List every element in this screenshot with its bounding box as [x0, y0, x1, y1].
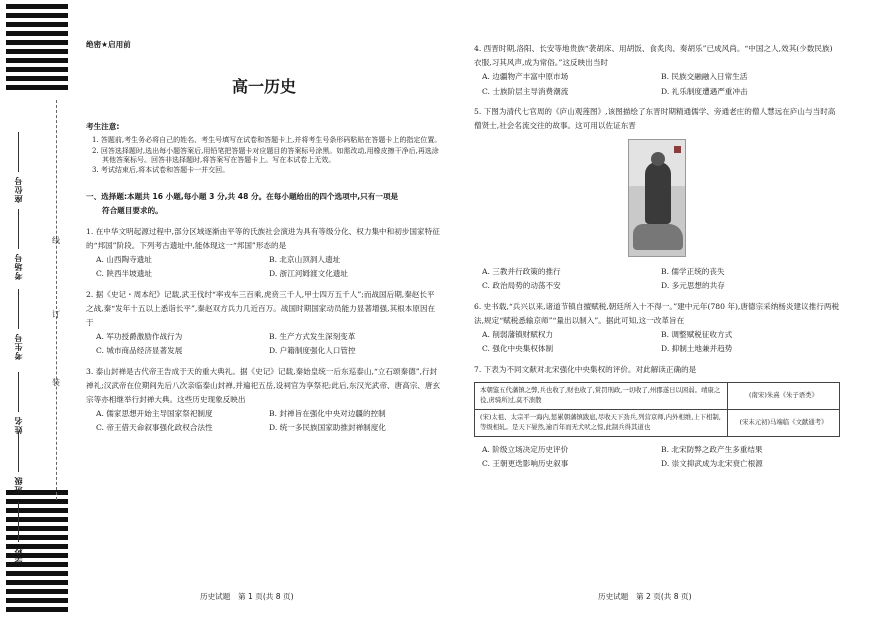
question-stem: 2. 据《史记・周本纪》记载,武王伐纣“率戎车三百乘,虎贲三千人,甲士四万五千人”;而战国后期,秦赵长平之战,秦“发年十五以上悉诣长平”,秦赵双方兵力几近百万。战国时期国家动员能力显著增强,其根本原因在于 — [86, 289, 436, 327]
question-3 — [86, 365, 442, 436]
option-b[interactable]: B. 儒学正统的丧失 — [661, 267, 725, 277]
question-4 — [474, 42, 840, 99]
question-7 — [474, 363, 840, 472]
option-a[interactable]: A. 三教并行政策的推行 — [482, 267, 561, 277]
notes-heading: 考生注意: — [86, 121, 120, 131]
option-c[interactable]: C. 王朝更迭影响历史叙事 — [482, 458, 569, 468]
option-b[interactable]: B. 北京山顶洞人遗址 — [269, 254, 341, 264]
evaluation-table — [474, 382, 840, 437]
secret-label: 绝密★启用前 — [86, 40, 131, 49]
option-c[interactable]: C. 强化中央集权体制 — [482, 344, 554, 354]
option-d[interactable]: D. 崇文抑武成为北宋衰亡根源 — [661, 458, 763, 468]
barcode-top — [6, 4, 68, 94]
option-a[interactable]: A. 削弱藩镇财赋权力 — [482, 329, 554, 339]
table-cell-source: (宋末元初)马端临《文献通考》 — [728, 409, 840, 436]
option-b[interactable]: B. 调整赋税征收方式 — [661, 329, 733, 339]
option-c[interactable]: C. 城市商品经济显著发展 — [96, 346, 183, 356]
question-stem: 5. 下图为清代七官周的《庐山观莲图》,该图描绘了东晋时期精通儒学、旁通老庄的僧人慧远在庐山与当时高僧贤士,社会名流交往的故事。这可用以佐证东晋 — [474, 106, 836, 130]
option-a[interactable]: A. 山西陶寺遗址 — [96, 254, 152, 264]
question-stem: 7. 下表为不同文献对北宋强化中央集权的评价。对此解读正确的是 — [474, 364, 697, 374]
question-2 — [86, 288, 442, 359]
question-stem: 3. 泰山封禅是古代帝王告成于天的重大典礼。据《史记》记载,秦始皇统一后东巡泰山,“立石颂秦德”,行封禅礼;汉武帝在位期间先后八次亲临泰山封禅,并遍祀五岳,设祠官为享祭祀;此后,东汉光武帝、唐高宗、唐玄宗等亦相继举行封禅大典。这些历史现象反映出 — [86, 366, 441, 404]
option-c[interactable]: C. 帝王借天命叙事强化政权合法性 — [96, 423, 213, 433]
cut-mark-ding: 订 — [52, 310, 60, 319]
option-c[interactable]: C. 政治局势的动荡不安 — [482, 281, 561, 291]
option-b[interactable]: B. 生产方式发生深刻变革 — [269, 331, 356, 341]
table-row — [475, 382, 840, 409]
question-stem: 4. 西晋时期,洛阳、长安等地贵族“袭胡床、用胡饭、食炙肉、奏胡乐”已成风尚。“中国之人,效其(少数民族)衣服,习其风声,成为常俗。”这反映出当时 — [474, 44, 833, 68]
page-footer-right: 历史试题 第 2 页(共 8 页) — [598, 592, 692, 601]
page-1 — [86, 40, 442, 436]
page-title: 高一历史 — [231, 77, 296, 97]
option-b[interactable]: B. 民族交融融入日常生活 — [661, 72, 748, 82]
question-5 — [474, 105, 840, 294]
option-b[interactable]: B. 封禅旨在强化中央对边疆的控制 — [269, 408, 386, 418]
option-d[interactable]: D. 统一多民族国家助推封禅制度化 — [269, 423, 386, 433]
table-row — [475, 409, 840, 436]
option-d[interactable]: D. 户籍制度强化人口管控 — [269, 346, 356, 356]
section-heading: 一、选择题:本题共 16 小题,每小题 3 分,共 48 分。在每小题给出的四个选项中,只有一项是 符合题目要求的。 — [86, 191, 399, 216]
option-a[interactable]: A. 边疆物产丰富中原市场 — [482, 72, 569, 82]
candidate-number-field: 考生号 — [14, 285, 28, 360]
option-d[interactable]: D. 抑制土地兼并趋势 — [661, 344, 733, 354]
cut-mark-zhuang: 装 — [52, 378, 60, 387]
page-2 — [474, 42, 840, 471]
option-c[interactable]: C. 陕西半坡遗址 — [96, 269, 152, 279]
question-6 — [474, 300, 840, 357]
exam-notes — [86, 122, 442, 176]
option-a[interactable]: A. 阶级立场决定历史评价 — [482, 444, 569, 454]
table-cell-source: (南宋)朱熹《朱子语类》 — [728, 382, 840, 409]
option-b[interactable]: B. 北宋防弊之政产生多重结果 — [661, 444, 763, 454]
table-cell-text: 本朝鉴五代藩镇之弊,兵也收了,财也收了,赏罚刑政,一切收了,州郡遂日以困弱。靖康之役,虏骑所过,莫不溃散 — [475, 382, 728, 409]
question-stem: 1. 在中华文明起源过程中,部分区域逐渐由平等的氏族社会演进为具有等级分化、权力集中和初步国家特征的“邦国”阶段。下列考古遗址中,能体现这一“邦国”形态的是 — [86, 226, 440, 250]
class-field: 班级 — [14, 428, 28, 494]
school-field: 学校 — [14, 498, 28, 564]
option-d[interactable]: D. 礼乐制度遭遇严重冲击 — [661, 86, 748, 96]
note-item: 2. 回答选择题时,选出每小题答案后,用铅笔把答题卡对应题目的答案标号涂黑。如需改动,用橡皮擦干净后,再选涂其他答案标号。回答非选择题时,将答案写在答题卡上。写在本试卷上无效。 — [92, 146, 439, 164]
option-d[interactable]: D. 多元思想的共存 — [661, 281, 725, 291]
option-a[interactable]: A. 军功授爵激励作战行为 — [96, 331, 183, 341]
name-field: 姓名 — [14, 368, 28, 434]
page-footer-left: 历史试题 第 1 页(共 8 页) — [200, 592, 294, 601]
note-item: 3. 考试结束后,将本试卷和答题卡一并交回。 — [92, 166, 230, 175]
exam-room-field: 考场号 — [14, 205, 28, 280]
option-a[interactable]: A. 儒家思想开始主导国家祭祀制度 — [96, 408, 213, 418]
lushan-painting-image — [628, 139, 686, 257]
binding-strip — [0, 0, 70, 630]
question-1 — [86, 225, 442, 282]
question-stem: 6. 史书载,“兵兴以来,诸道节镇自擅赋税,朝廷所入十不得一。”建中元年(780 年),唐德宗采纳杨炎建议推行两税法,规定“赋税悉输京师”“量出以制入”。据此可知,这一改革旨在 — [474, 301, 840, 325]
option-c[interactable]: C. 士族阶层主导消费潮流 — [482, 86, 569, 96]
table-cell-text: (宋)太祖、太宗平一海内,惩累朝藩镇跋扈,尽收天下劲兵,列营京师,内外相维,上下相制,等级相轧。是天下晏然,逾百年而无犬吠之惊,此制兵得其道也 — [475, 409, 728, 436]
note-item: 1. 答题前,考生务必将自己的姓名、考生号填写在试卷和答题卡上,并将考生号条形码粘贴在答题卡上的指定位置。 — [92, 136, 442, 145]
seat-number-field: 座位号 — [14, 128, 28, 203]
option-d[interactable]: D. 浙江河姆渡文化遗址 — [269, 269, 348, 279]
cut-line — [56, 100, 57, 500]
cut-mark-line: 线 — [52, 236, 60, 245]
